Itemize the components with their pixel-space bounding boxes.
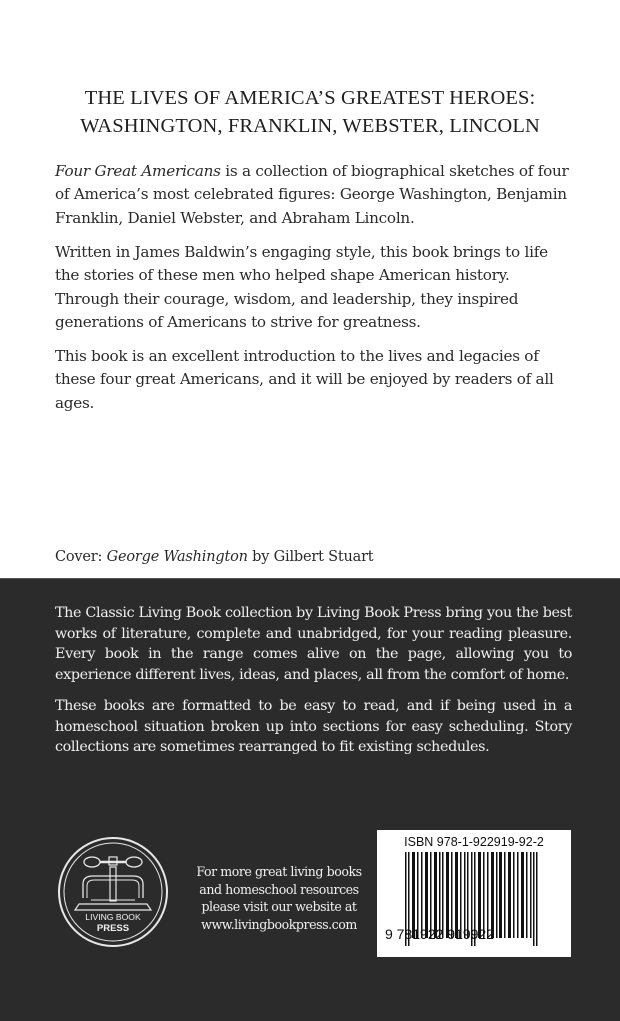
promo-line-1: For more great living books — [196, 864, 362, 879]
heading-line-1: THE LIVES OF AMERICA’S GREATEST HEROES: — [84, 87, 536, 109]
book-title: Four Great Americans — [55, 162, 221, 180]
painting-title: George Washington — [106, 549, 248, 565]
paragraph-1-text: is a collection of biographical sketches of four of America’s most celebrated figures: George Washington, Benjamin Franklin, Daniel Webster, and Abraham Lincoln. — [55, 162, 569, 227]
cover-heading — [0, 84, 620, 140]
isbn-barcode-box — [377, 830, 571, 957]
website-link[interactable]: www.livingbookpress.com — [201, 916, 357, 932]
isbn-label: ISBN 978-1-922919-92-2 — [404, 835, 544, 849]
logo-line-1: LIVING BOOK — [85, 912, 141, 922]
description-paragraph-3: This book is an excellent introduction to the lives and legacies of these four great Americans, and it will be enjoyed by readers of all ages. — [55, 347, 554, 412]
heading-line-2: WASHINGTON, FRANKLIN, WEBSTER, LINCOLN — [80, 115, 540, 137]
publisher-paragraph-1: The Classic Living Book collection by Living Book Press bring you the best works of literature, complete and unabridged, for your reading pleasure. Every book in the range comes alive on the page, allowing you to experience different lives, ideas, and places, all from the comfort of home. — [55, 605, 572, 683]
living-book-press-logo — [57, 836, 169, 948]
credit-suffix: by Gilbert Stuart — [247, 549, 374, 565]
credit-prefix: Cover: — [55, 549, 107, 565]
publisher-paragraph-2: These books are formatted to be easy to read, and if being used in a homeschool situation broken up into sections for easy scheduling. Story collections are sometimes rearranged to fit existing schedules. — [55, 698, 572, 756]
logo-line-2: PRESS — [96, 923, 130, 934]
description-paragraph-2: Written in James Baldwin’s engaging style, this book brings to life the stories of these men who helped shape American history. Through their courage, wisdom, and leadership, they inspired generations of Americans to strive for greatness. — [55, 243, 548, 331]
description-paragraph-1 — [55, 160, 575, 230]
barcode-digits: 9 781922 919922 — [385, 926, 494, 942]
cover-credit — [55, 549, 373, 565]
promo-line-3: please visit our website at — [201, 899, 357, 915]
promo-line-2: and homeschool resources — [199, 881, 359, 897]
publisher-section — [0, 578, 620, 1021]
website-promo — [186, 863, 372, 933]
